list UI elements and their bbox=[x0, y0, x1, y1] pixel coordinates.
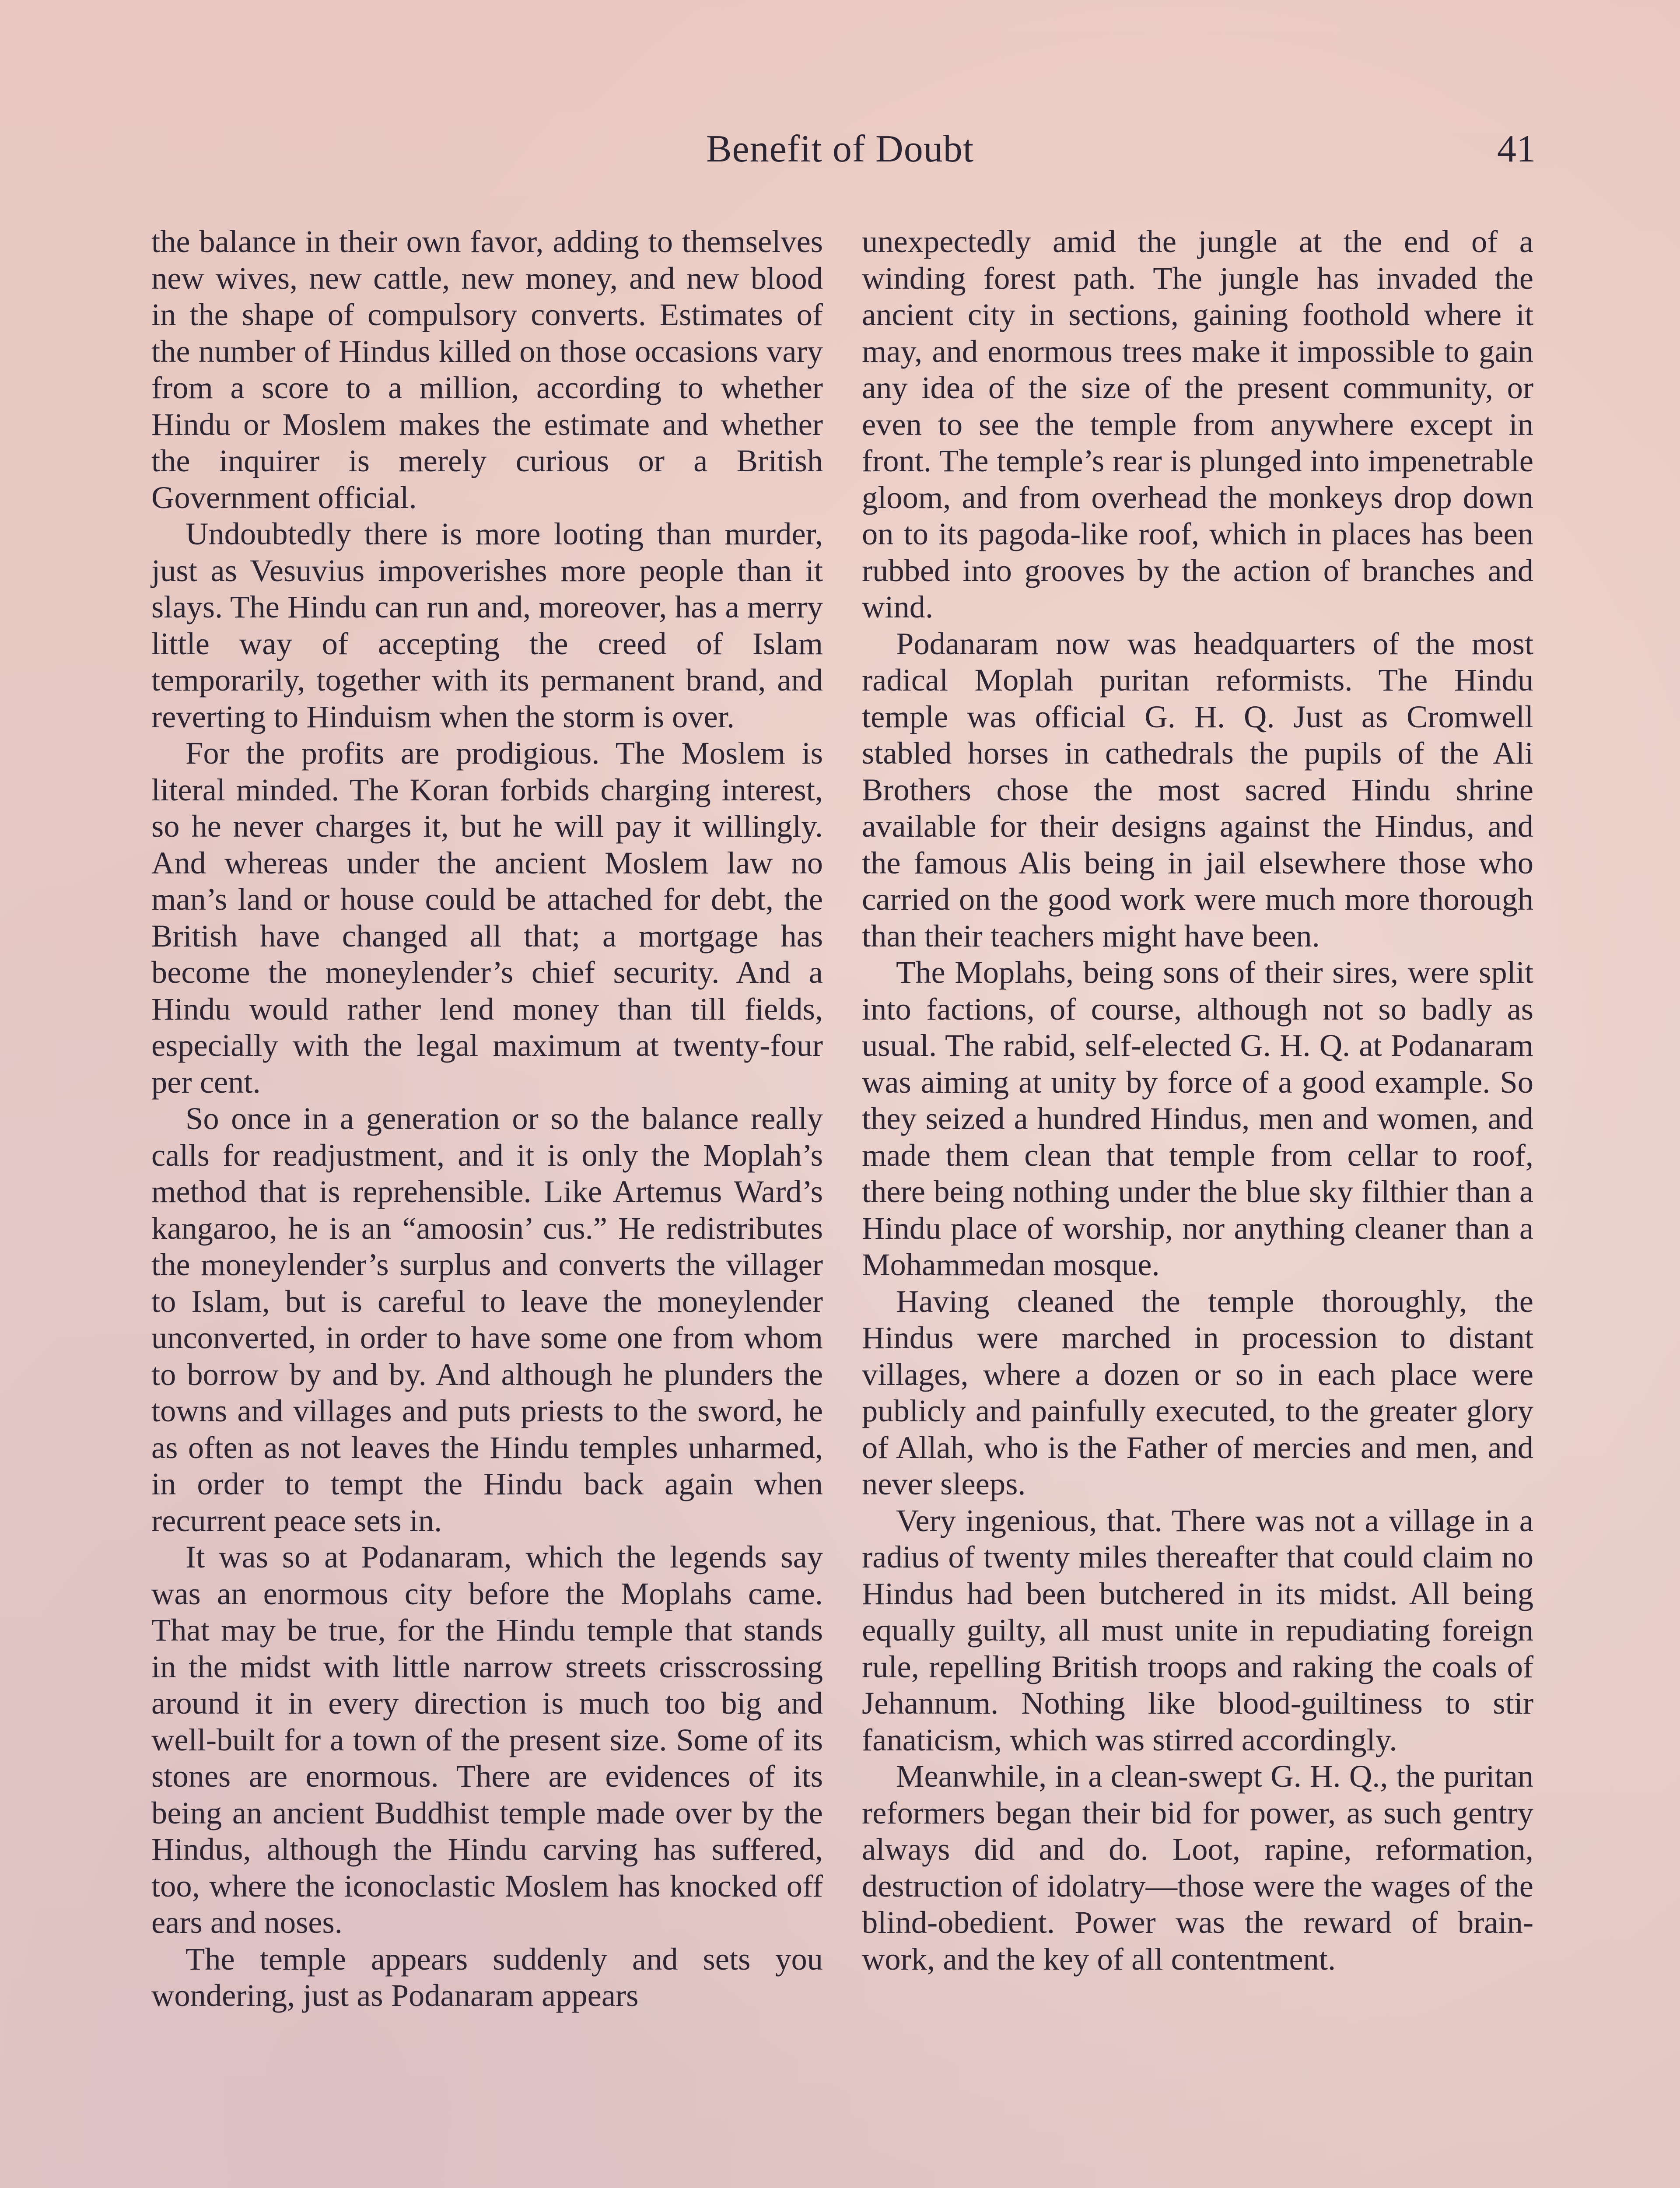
right-column bbox=[862, 223, 1533, 1977]
paragraph: The Moplahs, being sons of their sires, were split into factions, of course, although not so badly as usual. The rabid, self-elected G. H. Q. at Podanaram was aiming at unity by force of a good example. So they seized a hundred Hindus, men and women, and made them clean that temple from cellar to roof, there being nothing under the blue sky filthier than a Hindu place of worship, nor anything cleaner than a Mohammedan mosque. bbox=[862, 954, 1533, 1282]
page-header bbox=[0, 127, 1680, 179]
paragraph: Very ingenious, that. There was not a village in a radius of twenty miles thereafter that could claim no Hindus had been butchered in its midst. All being equally guilty, all must unite in repudiating foreign rule, repelling British troops and raking the coals of Jehannum. Nothing like blood-guiltiness to stir fanaticism, which was stirred accordingly. bbox=[862, 1502, 1533, 1757]
running-title: Benefit of Doubt bbox=[706, 128, 974, 170]
paragraph: So once in a generation or so the balance really calls for readjustment, and it is only the Moplah’s method that is reprehensible. Like Artemus Ward’s kangaroo, he is an “amoosin’ cus.” He redistributes the moneylender’s surplus and converts the villager to Islam, but is careful to leave the moneylender unconverted, in order to have some one from whom to borrow by and by. And although he plunders the towns and villages and puts priests to the sword, he as often as not leaves the Hindu temples unharmed, in order to tempt the Hindu back again when recurrent peace sets in. bbox=[151, 1101, 823, 1538]
paragraph: unexpectedly amid the jungle at the end of a winding forest path. The jungle has invaded the ancient city in sections, gaining foothold where it may, and enormous trees make it impossible to gain any idea of the size of the present community, or even to see the temple from anywhere except in front. The temple’s rear is plunged into impenetrable gloom, and from overhead the monkeys drop down on to its pagoda-like roof, which in places has been rubbed into grooves by the action of branches and wind. bbox=[862, 224, 1533, 624]
paragraph: Podanaram now was headquarters of the most radical Moplah puritan reformists. The Hindu temple was official G. H. Q. Just as Cromwell stabled horses in cathedrals the pupils of the Ali Brothers chose the most sacred Hindu shrine available for their designs against the Hindus, and the famous Alis being in jail elsewhere those who carried on the good work were much more thorough than their teachers might have been. bbox=[862, 625, 1533, 954]
paragraph: For the profits are prodigious. The Moslem is literal minded. The Koran forbids charging interest, so he never charges it, but he will pay it willingly. And whereas under the ancient Moslem law no man’s land or house could be attached for debt, the British have changed all that; a mortgage has become the moneylender’s chief security. And a Hindu would rather lend money than till fields, especially with the legal maximum at twenty-four per cent. bbox=[151, 735, 823, 1100]
paragraph: Meanwhile, in a clean-swept G. H. Q., the puritan reformers began their bid for power, as such gentry always did and do. Loot, rapine, reformation, destruction of idolatry—those were the wages of the blind-obedient. Power was the reward of brain-work, and the key of all contentment. bbox=[862, 1758, 1533, 1977]
left-column bbox=[151, 223, 823, 2014]
paragraph: Having cleaned the temple thoroughly, the Hindus were marched in procession to distant villages, where a dozen or so in each place were publicly and painfully executed, to the greater glory of Allah, who is the Father of mercies and men, and never sleeps. bbox=[862, 1283, 1533, 1501]
paragraph: Undoubtedly there is more looting than murder, just as Vesuvius impoverishes more people than it slays. The Hindu can run and, moreover, has a merry little way of accepting the creed of Islam temporarily, together with its permanent brand, and reverting to Hinduism when the storm is over. bbox=[151, 516, 823, 734]
paragraph: The temple appears suddenly and sets you wondering, just as Podanaram appears bbox=[151, 1941, 823, 2013]
page-number: 41 bbox=[1497, 128, 1536, 170]
paragraph: the balance in their own favor, adding to themselves new wives, new cattle, new money, and new blood in the shape of compulsory converts. Estimates of the number of Hindus killed on those occasions vary from a score to a million, according to whether Hindu or Moslem makes the estimate and whether the inquirer is merely curious or a British Government official. bbox=[151, 224, 823, 515]
paragraph: It was so at Podanaram, which the legends say was an enormous city before the Moplahs came. That may be true, for the Hindu temple that stands in the midst with little narrow streets crisscrossing around it in every direction is much too big and well-built for a town of the present size. Some of its stones are enormous. There are evidences of its being an ancient Buddhist temple made over by the Hindus, although the Hindu carving has suffered, too, where the iconoclastic Moslem has knocked off ears and noses. bbox=[151, 1539, 823, 1940]
